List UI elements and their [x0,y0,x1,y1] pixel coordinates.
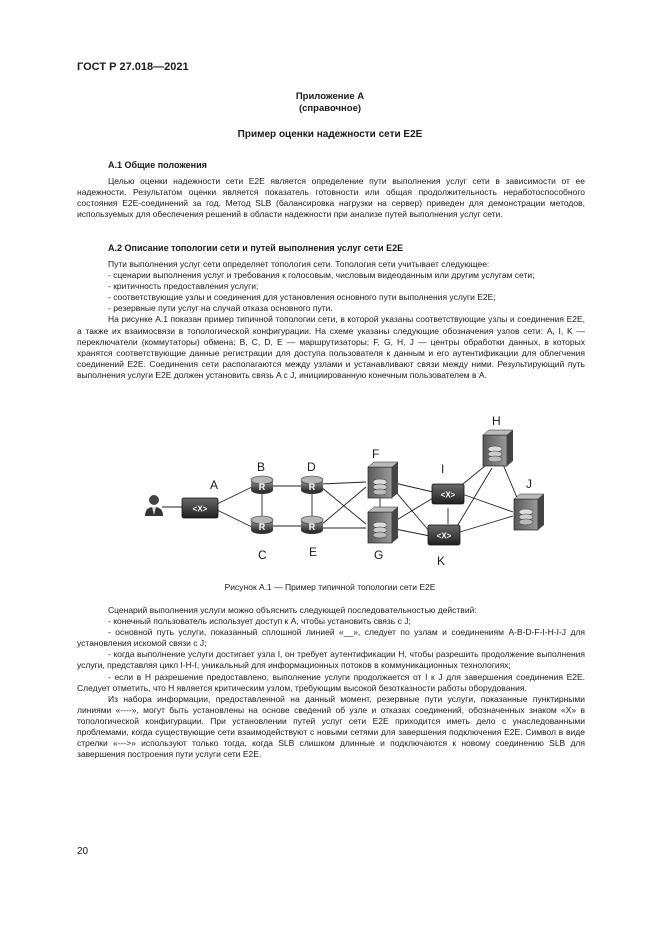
link-a-b [215,487,252,505]
bullet-item: - соответствующие узлы и соединения для установления основного пути выполнения услуги E2E; [108,292,496,303]
router-glyph: R [308,522,316,532]
switch-a-glyph: <X> [192,504,208,514]
router-glyph: R [308,482,316,492]
bullet-item: - резервные пути услуг на случай отказа основного пути. [108,303,333,314]
end-user-icon [145,495,163,516]
switch-i-icon [432,484,464,504]
page-number: 20 [77,846,89,857]
node-label-e: E [309,545,318,559]
datacenter-j-icon [514,494,544,530]
section-1-paragraph: Целью оценки надежности сети E2E является определение пути выполнения услуг сети в зависимости от ее надежности. Результатом оценки является показатель готовности или общая продолжительность неработоспособного состояния E2E-соединений за год. Метод SLB (балансировка нагрузки на сервер) приведен для демонстрации методов, используемых для обеспечения решений в области надежности при анализе путей выполнения услуг сети. [77,176,585,220]
section-1-heading: А.1 Общие положения [108,160,207,170]
datacenter-f-icon [368,462,398,498]
section-2-paragraph: На рисунке А.1 показан пример типичной топологии сети, в которой указаны соответствующие узлы и соединения E2E, а также их взаимосвязи в топологической конфигурации. На схеме указаны следующие обозначения узлов сети: A, I, K — переключатели (коммутаторы) обмена; B, C, D, E — маршрутизаторы; F, G, H, J — центры обработки данных, в которых хранятся соответствующие данные регистрации для доступа пользователя к данным и его аутентификации для облегчения соединений E2E. Соединения сети располагаются между узлами и устанавливают связи между ними. Результирующий путь выполнения услуги E2E должен установить связь A с J, инициированную конечным пользователем в А. [77,314,585,380]
switch-i-glyph: <X> [440,490,456,500]
node-label-c: C [258,548,267,562]
scenario-step: - основной путь услуги, показанный сплошной линией «__», следует по узлам и соединениям A-B-D-F-I-H-I-J для установления искомой связи с J; [77,627,585,649]
section-2-intro: Пути выполнения услуг сети определяет топология сети. Топология сети учитывает следующее: [108,259,490,269]
router-glyph: R [258,522,266,532]
bullet-item: - сценарии выполнения услуг и требования к голосовым, числовым видеоданным или другим услугам сети; [108,270,535,281]
annex-label: Приложение А [295,91,365,102]
link-i-j [462,494,513,512]
section-1-body [77,176,585,220]
router-c-icon [251,516,273,534]
document-code: ГОСТ Р 27.018—2021 [77,61,189,73]
router-b-icon [251,476,273,494]
link-k-j [460,516,513,532]
router-d-icon [301,476,323,494]
annex-heading [77,91,583,115]
scenario-body [77,605,585,760]
section-2-heading: А.2 Описание топологии сети и путей выполнения услуг сети E2E [108,243,404,253]
network-topology-diagram [140,412,560,577]
switch-k-glyph: <X> [436,531,452,541]
section-2-body [77,259,585,381]
node-label-b: B [257,460,266,474]
scenario-final-paragraph: Из набора информации, предоставленной на данный момент, резервные пути услуги, показанные пунктирными линиями «----», могут быть установлены на основе сведений об узле и отказах соединений, обозначенных знаком «X» в топологической конфигурации. При установлении путей услуг сети E2E приходится иметь дело с унаследованными проблемами, когда существующие сети взаимодействуют с новыми сетями для завершения подключения E2E. Символ в виде стрелки «--->» используют только тогда, когда SLB слишком длинные и подключаются к новому соединению SLB для завершения построения пути услуги сети E2E. [77,693,585,760]
router-glyph: R [258,482,266,492]
annex-title: Пример оценки надежности сети E2E [237,129,423,140]
router-e-icon [301,516,323,534]
bullet-item: - критичность предоставления услуги; [108,281,259,292]
node-label-i: I [441,462,445,476]
node-label-d: D [307,460,316,474]
scenario-step: - если в H разрешение предоставлено, выполнение услуги продолжается от I к J для завершения соединения E2E. Следует отметить, что H является критическим узлом, требующим высокой безотказности работы оборудования. [77,671,585,693]
node-label-k: K [437,554,446,568]
link-d-f [321,482,366,484]
datacenter-h-icon [483,430,513,466]
node-label-j: J [526,477,532,491]
scenario-step: - когда выполнение услуги достигает узла I, он требует аутентификации H, чтобы разрешить продолжение выполнения услуги, представляя цикл I-H-I, уникальный для информационных потоков в коммуникационных технологиях; [77,649,585,671]
node-label-h: H [492,414,501,428]
scenario-intro: Сценарий выполнения услуги можно объяснить следующей последовательностью действий: [108,605,477,615]
datacenter-g-icon [368,507,398,543]
scenario-step: - конечный пользователь использует доступ к A, чтобы установить связь с J; [108,616,411,627]
node-label-f: F [372,447,380,461]
figure-caption: Рисунок А.1 — Пример типичной топологии сети E2E [224,582,436,592]
switch-a-icon [182,498,218,518]
switch-k-icon [428,525,460,545]
node-label-g: G [374,548,384,562]
annex-type: (справочное) [298,103,362,114]
link-a-c [215,509,252,527]
node-label-a: A [210,478,219,492]
link-h-j [502,462,518,500]
